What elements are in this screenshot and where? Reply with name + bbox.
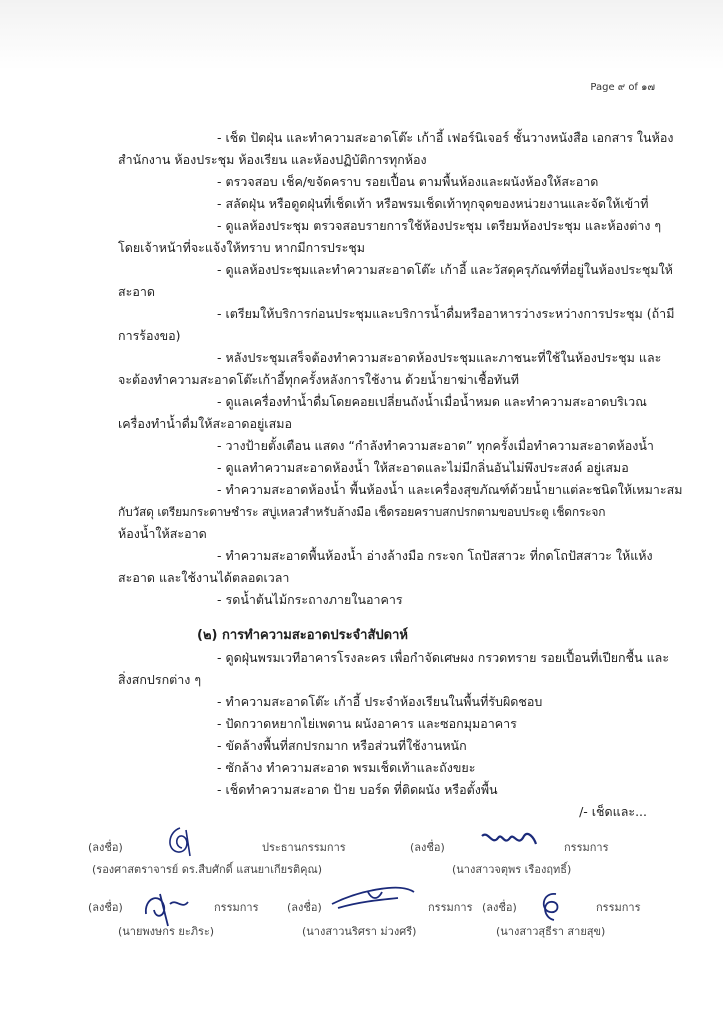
section-heading: (๒) การทำความสะอาดประจำสัปดาห์ [197,628,408,643]
member-role: กรรมการ [596,901,641,914]
body-line: โดยเจ้าหน้าที่จะแจ้งให้ทราบ หากมีการประชุม [118,240,366,255]
body-line: - ปัดกวาดหยากไย่เพดาน ผนังอาคาร และซอกมุมอาคาร [217,716,517,731]
body-line: - ตรวจสอบ เช็ค/ขจัดคราบ รอยเปื้อน ตามพื้นห้องและผนังห้องให้สะอาด [217,174,599,189]
body-line: - เช็ดทำความสะอาด ป้าย บอร์ด ที่ติดผนัง หรือตั้งพื้น [217,782,498,797]
body-line: เครื่องทำน้ำดื่มให้สะอาดอยู่เสมอ [118,416,292,431]
body-line: - หลังประชุมเสร็จต้องทำความสะอาดห้องประชุมและภาชนะที่ใช้ในห้องประชุม และ [217,350,662,365]
member2-name: (นายพงษกร ยะภิระ) [118,925,215,938]
member-role: กรรมการ [214,901,259,914]
scan-top-edge [0,0,723,70]
body-line: กับวัสดุ เตรียมกระดาษชำระ สบู่เหลวสำหรับล้างมือ เช็ดรอยคราบสกปรกตามขอบประตู เช็ดกระจก [118,505,606,519]
body-line: - เช็ด ปัดฝุ่น และทำความสะอาดโต๊ะ เก้าอี้ เฟอร์นิเจอร์ ชั้นวางหนังสือ เอกสาร ในห้อง [217,130,674,145]
body-line: การร้องขอ) [118,328,181,343]
signature-member4 [532,886,568,924]
signature-member3 [328,882,420,914]
sign-label: (ลงชื่อ) [482,901,517,914]
continuation-note: /- เช็ดและ... [579,804,647,819]
body-line: - วางป้ายตั้งเตือน แสดง “กำลังทำความสะอาด” ทุกครั้งเมื่อทำความสะอาดห้องน้ำ [217,438,654,453]
body-line: สะอาด และใช้งานได้ตลอดเวลา [118,570,290,585]
body-line: - ขัดล้างพื้นที่สกปรกมาก หรือส่วนที่ใช้งานหนัก [217,738,467,753]
signature-member1 [478,826,542,854]
member4-name: (นางสาวสุธีรา สายสุข) [496,925,606,938]
member-role: กรรมการ [428,901,473,914]
sign-label: (ลงชื่อ) [287,901,322,914]
member-role: กรรมการ [564,841,609,854]
sign-label: (ลงชื่อ) [88,841,123,854]
body-line: สิ่งสกปรกต่าง ๆ [118,672,202,687]
body-line: สะอาด [118,284,155,299]
chair-role: ประธานกรรมการ [262,841,346,854]
body-line: สำนักงาน ห้องประชุม ห้องเรียน และห้องปฏิบัติการทุกห้อง [118,152,427,167]
body-line: - ดูแลทำความสะอาดห้องน้ำ ให้สะอาดและไม่มีกลิ่นอันไม่พึงประสงค์ อยู่เสมอ [217,460,629,475]
body-line: - ดูดฝุ่นพรมเวทีอาคารโรงละคร เพื่อกำจัดเศษผง กรวดทราย รอยเปื้อนที่เปียกชื้น และ [217,650,670,665]
body-line: - ทำความสะอาดห้องน้ำ พื้นห้องน้ำ และเครื่องสุขภัณฑ์ด้วยน้ำยาแต่ละชนิดให้เหมาะสม [217,482,683,497]
member3-name: (นางสาวนริศรา ม่วงศรี) [302,925,417,938]
body-line: - เตรียมให้บริการก่อนประชุมและบริการน้ำดื่มหรืออาหารว่างระหว่างการประชุม (ถ้ามี [217,306,675,321]
member1-name: (นางสาวจตุพร เรืองฤทธิ์) [452,863,572,876]
chair-name: (รองศาสตราจารย์ ดร.สืบศักดิ์ แสนยาเกียรติคุณ) [92,863,322,876]
body-line: ห้องน้ำให้สะอาด [118,526,207,541]
sign-label: (ลงชื่อ) [410,841,445,854]
body-line: - ดูแลห้องประชุมและทำความสะอาดโต๊ะ เก้าอี้ และวัสดุครุภัณฑ์ที่อยู่ในห้องประชุมให้ [217,262,673,277]
body-line: - สลัดฝุ่น หรือดูดฝุ่นที่เช็ดเท้า หรือพรมเช็ดเท้าทุกจุดของหน่วยงานและจัดให้เข้าที่ [217,196,649,211]
body-line: - ดูแลเครื่องทำน้ำดื่มโดยคอยเปลี่ยนถังน้ำเมื่อน้ำหมด และทำความสะอาดบริเวณ [217,394,647,409]
page-number: Page ๙ of ๑๗ [590,82,655,93]
signature-block [0,820,723,1020]
body-line: - ดูแลห้องประชุม ตรวจสอบรายการใช้ห้องประชุม เตรียมห้องประชุม และห้องต่าง ๆ [217,218,662,233]
body-line: - ซักล้าง ทำความสะอาด พรมเช็ดเท้าและถังขยะ [217,760,476,775]
sign-label: (ลงชื่อ) [88,901,123,914]
body-line: - ทำความสะอาดโต๊ะ เก้าอี้ ประจำห้องเรียนในพื้นที่รับผิดชอบ [217,694,543,709]
body-line: - รดน้ำต้นไม้กระถางภายในอาคาร [217,592,403,607]
signature-chair [160,822,200,862]
body-line: จะต้องทำความสะอาดโต๊ะเก้าอี้ทุกครั้งหลังการใช้งาน ด้วยน้ำยาฆ่าเชื้อทันที [118,372,520,387]
body-line: - ทำความสะอาดพื้นห้องน้ำ อ่างล้างมือ กระจก โถปัสสาวะ ที่กดโถปัสสาวะ ให้แห้ง [217,548,653,563]
